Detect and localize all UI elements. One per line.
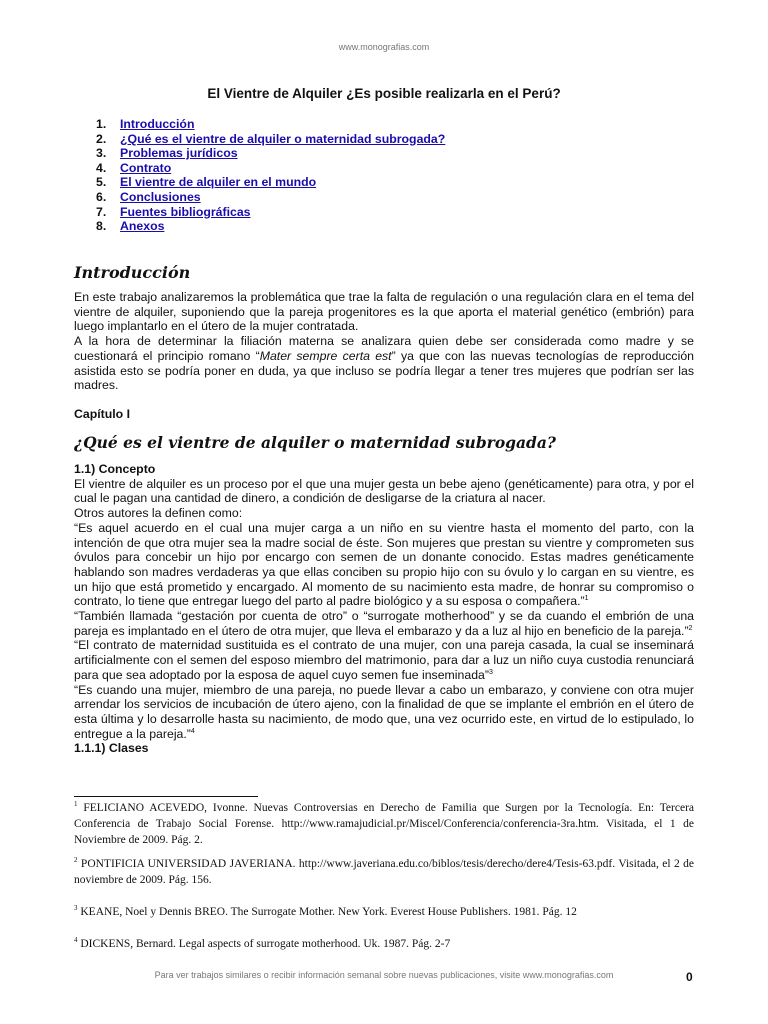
toc-item bbox=[96, 117, 445, 132]
toc-number: 8. bbox=[96, 219, 107, 234]
footnote-ref: 2 bbox=[688, 624, 693, 632]
footnote-number: 1 bbox=[74, 800, 78, 809]
quote-text: “Es cuando una mujer, miembro de una pareja, no puede llevar a cabo un embarazo, y conviene con otra mujer arrendar los servicios de incubación de útero ajeno, con la finalidad de que se implante el embrión en el útero de esta última y lo desarrolle hasta su nacimiento, de modo que, una vez ocurrido este, en virtud de lo estipulado, lo entregue a la pareja.” bbox=[74, 682, 694, 741]
toc-number: 3. bbox=[96, 146, 107, 161]
footnote-ref: 3 bbox=[488, 668, 493, 676]
quote-3 bbox=[74, 638, 694, 682]
quote-1 bbox=[74, 521, 694, 609]
footnote bbox=[74, 904, 694, 920]
toc-number: 1. bbox=[96, 117, 107, 131]
toc-item bbox=[96, 190, 445, 205]
table-of-contents bbox=[96, 117, 445, 234]
footnote-number: 3 bbox=[74, 904, 78, 913]
intro-text-part: A la hora de determinar la filiación materna se analizara quien debe ser considerada como madre y se cuestionará el principio romano “ bbox=[74, 334, 694, 363]
footnote-number: 2 bbox=[74, 856, 78, 865]
footnote-text: KEANE, Noel y Dennis BREO. The Surrogate Mother. New York. Everest House Publishers. 1981. Pág. 12 bbox=[80, 906, 577, 918]
toc-item bbox=[96, 219, 445, 234]
footnote-text: PONTIFICIA UNIVERSIDAD JAVERIANA. http://www.javeriana.edu.co/biblos/tesis/derecho/dere4/Tesis-63.pdf. Visitada, el 2 de noviembre de 2009. Pág. 156. bbox=[74, 858, 695, 886]
toc-item bbox=[96, 132, 445, 147]
toc-number: 5. bbox=[96, 175, 107, 190]
classes-subheading: 1.1.1) Clases bbox=[74, 741, 149, 756]
footnote-ref: 4 bbox=[190, 727, 195, 735]
intro-heading: Introducción bbox=[74, 263, 191, 282]
quote-text: “También llamada “gestación por cuenta de otro” o “surrogate motherhood” y se da cuando el embrión de una pareja es implantado en el útero de otra mujer, que lleva el embarazo y da a luz al hijo en beneficio de la pareja.” bbox=[74, 609, 694, 638]
concept-paragraph: El vientre de alquiler es un proceso por el que una mujer gesta un bebe ajeno (genéticamente) para otra, y por el cual le pagan una cantidad de dinero, a condición de desligarse de la criatura al nacer. bbox=[74, 476, 694, 506]
intro-paragraph-2 bbox=[74, 334, 694, 393]
toc-link-contrato[interactable]: Contrato bbox=[120, 160, 172, 175]
intro-body bbox=[74, 290, 694, 393]
authors-intro: Otros autores la definen como: bbox=[74, 506, 243, 521]
toc-link-anexos[interactable]: Anexos bbox=[120, 219, 165, 234]
latin-phrase: Mater sempre certa est bbox=[259, 348, 392, 363]
intro-paragraph-1: En este trabajo analizaremos la problemática que trae la falta de regulación o una regulación clara en el tema del vientre de alquiler, suponiendo que la pareja progenitores es la que aporta el material genético (embrión) para luego implantarlo en el útero de la mujer contratada. bbox=[74, 290, 694, 334]
footnote bbox=[74, 856, 694, 888]
quote-text: “Es aquel acuerdo en el cual una mujer carga a un niño en su vientre hasta el momento del parto, con la intención de que otra mujer sea la madre social de éste. Son mujeres que prestan su vientre y comprometen sus óvulos para concebir un hijo por encargo con semen de un donante conocido. Estas madres genéticamente hablando son madres verdaderas ya que ellas conciben su propio hijo con su óvulo y lo cargan en su vientre, es un hijo que está prometido y encargado. Al momento de su nacimiento esta madre, de honrar su compromiso o contrato, lo tiene que entregar luego del parto al padre biológico y a su esposa o compañera.” bbox=[74, 520, 694, 609]
toc-link-mundo[interactable]: El vientre de alquiler en el mundo bbox=[120, 175, 317, 190]
footnote bbox=[74, 800, 694, 848]
page-number: 0 bbox=[686, 970, 693, 984]
toc-item bbox=[96, 146, 445, 161]
footnote-divider bbox=[74, 796, 258, 797]
footnote-text: FELICIANO ACEVEDO, Ivonne. Nuevas Controversias en Derecho de Familia que Surgen por la Tecnología. En: Tercera Conferencia de Trabajo Social Forense. http://www.ramajudicial.pr/Miscel/Conferencia/conferencia-3ra.htm. Visitada, el 1 de Noviembre de 2009. Pág. 2. bbox=[74, 802, 695, 846]
footnote-text: DICKENS, Bernard. Legal aspects of surrogate motherhood. Uk. 1987. Pág. 2-7 bbox=[80, 938, 451, 950]
toc-link-fuentes[interactable]: Fuentes bibliográficas bbox=[120, 204, 251, 219]
quote-4 bbox=[74, 683, 694, 742]
footnote-number: 4 bbox=[74, 936, 78, 945]
toc-number: 7. bbox=[96, 204, 107, 219]
toc-number: 6. bbox=[96, 189, 107, 204]
toc-number: 2. bbox=[96, 131, 107, 146]
footnote bbox=[74, 936, 694, 952]
toc-item bbox=[96, 205, 445, 220]
toc-item bbox=[96, 161, 445, 176]
toc-item bbox=[96, 175, 445, 190]
toc-link-que-es[interactable]: ¿Qué es el vientre de alquiler o maternidad subrogada? bbox=[120, 131, 446, 146]
site-header: www.monografias.com bbox=[338, 42, 430, 52]
quote-text: “El contrato de maternidad sustituida es el contrato de una mujer, con una pareja casada, la cual se inseminará artificialmente con el semen del esposo miembro del matrimonio, para dar a luz un niño cuya custodia renunciará para que sea adoptado por la esposa de aquel cuyo semen fue inseminada” bbox=[74, 638, 694, 682]
toc-link-problemas[interactable]: Problemas jurídicos bbox=[120, 146, 238, 161]
document-title: El Vientre de Alquiler ¿Es posible realizarla en el Perú? bbox=[207, 86, 561, 101]
quote-2 bbox=[74, 609, 694, 638]
toc-link-conclusiones[interactable]: Conclusiones bbox=[120, 189, 201, 204]
intro-text-part: ” ya que con las nuevas tecnologías de reproducción asistida esto se podría poner en duda, ya que incluso se podría llegar a tener tres mujeres que podrían ser las madres. bbox=[74, 348, 694, 393]
footnotes bbox=[74, 800, 694, 952]
toc-number: 4. bbox=[96, 160, 107, 175]
concept-subheading: 1.1) Concepto bbox=[74, 462, 156, 476]
footnote-ref: 1 bbox=[584, 595, 589, 603]
chapter-heading: ¿Qué es el vientre de alquiler o maternidad subrogada? bbox=[74, 433, 557, 452]
chapter-body bbox=[74, 462, 694, 756]
site-footer: Para ver trabajos similares o recibir información semanal sobre nuevas publicaciones, visite www.monografias.com bbox=[154, 970, 614, 980]
chapter-label: Capítulo I bbox=[74, 407, 131, 421]
toc-link-introduccion[interactable]: Introducción bbox=[120, 117, 195, 131]
